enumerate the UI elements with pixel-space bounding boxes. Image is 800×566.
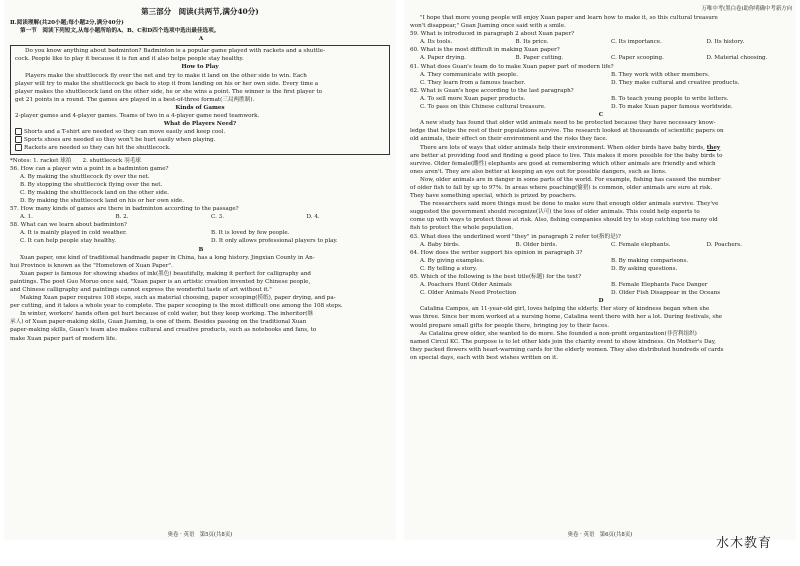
question-62: 62. What is Guan's hope according to the last paragraph?	[410, 87, 574, 94]
passage-line: They have something special, which is prized by poachers.	[410, 193, 577, 200]
passage-line: The researchers said more things must be done to make sure that enough older animals survive. They've	[420, 201, 719, 208]
passage-line: named Circul KC. The purpose is to let other kids join the charity event to show kindness. On Mother's Day,	[410, 338, 716, 345]
passage-line: won't disappear," Guan Jiaming once said with a smile.	[410, 23, 566, 30]
options-row: C. By telling a story. D. By asking questions.	[420, 265, 678, 272]
passage-b-label: B	[198, 246, 204, 253]
passage-line: paintings. The poet Guo Moruo once said, "Xuan paper is an artistic creation invented by Chinese people,	[10, 278, 311, 285]
part-subheading: 第一节 阅读下列短文,从每小题所给的A、B、C和D四个选项中选出最佳选项。	[20, 28, 220, 35]
options-row: A. Poachers Hunt Older Animals B. Female Elephants Face Danger	[420, 282, 708, 289]
passage-line: would prepare small gifts for people there, bringing joy to their faces.	[410, 322, 609, 329]
options-row: A. 1. B. 2. C. 3. D. 4.	[20, 214, 320, 221]
passage-d-label: D	[598, 298, 604, 305]
options-row: A. It is mainly played in cold weather. B. It is loved by few people.	[20, 230, 290, 237]
passage-line: player will try to make the shuttlecock go back to stop it from landing on his or her own side. Every time a	[15, 80, 319, 87]
box-subheading: Kinds of Games	[175, 104, 225, 111]
page-footer: 奥卷 · 英语 第5页(共8页)	[167, 532, 233, 538]
options-row: A. Paper drying. B. Paper cutting. C. Paper scooping. D. Material choosing.	[420, 55, 768, 62]
passage-line: old animals, their effect on their environment and the risks they face.	[410, 136, 608, 143]
passage-line: make Xuan paper part of modern life.	[10, 335, 117, 342]
options-row: A. They communicate with people. B. They work with other members.	[420, 71, 710, 78]
options-row: C. It can help people stay healthy. D. It only allows professional players to play.	[20, 238, 338, 245]
passage-line: Rackets are needed so they can hit the shuttlecock.	[15, 144, 385, 152]
passage-line: get 21 points in a round. The games are played in a best-of-three format(三局两胜制).	[15, 96, 255, 103]
notes: *Notes: 1. racket 球拍 2. shuttlecock 羽毛球	[10, 157, 141, 164]
question-59: 59. What is introduced in paragraph 2 about Xuan paper?	[410, 31, 575, 38]
passage-line: Xuan paper is famous for showing shades of ink(墨色) beautifully, making it perfect for calligraphy and	[20, 270, 312, 277]
passage-line: was three. Since her mom worked at a nursing home, Catalina went there with her a lot. During festivals, she	[410, 314, 723, 321]
options-row: C. They learn from a famous teacher. D. They make cultural and creative products.	[420, 79, 740, 86]
passage-c-label: C	[598, 112, 604, 119]
passage-line: Now, older animals are in danger in some parts of the world. For example, fishing has caused the number	[420, 176, 721, 183]
section-title: 第三部分 阅读(共两节,满分40分)	[141, 7, 259, 16]
left-page	[4, 0, 396, 540]
passage-line: Sports shoes are needed so they won't be hurt easily when playing.	[15, 136, 385, 144]
passage-line: suggested the government should recognize(认可) the loss of older animals. This could help experts to	[410, 209, 700, 216]
passage-a-box	[10, 45, 390, 154]
question-58: 58. What can we learn about badminton?	[10, 222, 127, 229]
option: A. By making the shuttlecock fly over the net.	[20, 173, 150, 180]
options-row: A. By giving examples. B. By making comparisons.	[420, 257, 689, 264]
question-64: 64. How does the writer support his opinion in paragraph 3?	[410, 249, 583, 256]
passage-line: paper-making skills, Guan's team also makes cultural and creative products, such as notebooks and fans, to	[10, 327, 317, 334]
passage-line: 2-player games and 4-player games. Teams of two in a 4-player game need teamwork.	[15, 113, 260, 120]
passage-line: of older fish to fall by up to 97%. In areas where poaching(偷猎) is common, older animals are sure at risk.	[410, 184, 712, 191]
passage-line: There are lots of ways that older animals help their environment. When older birds have baby birds, they	[420, 144, 721, 151]
passage-line: A new study has found that older wild animals need to be protected because they have necessary know-	[420, 120, 716, 127]
options-row: A. To sell more Xuan paper products. B. To teach young people to write letters.	[420, 95, 729, 102]
passage-line: Players make the shuttlecock fly over the net and try to make it land on the other side to win. Each	[25, 72, 307, 79]
passage-line: Making Xuan paper requires 108 steps, such as material choosing, paper scooping(捞纸), paper drying, and pa-	[20, 295, 336, 302]
right-page	[404, 0, 796, 540]
options-row: C. Older Animals Need Protection D. Older Fish Disappear in the Oceans	[420, 290, 721, 297]
question-60: 60. What is the most difficult in making Xuan paper?	[410, 47, 560, 54]
box-subheading: How to Play	[181, 64, 219, 71]
question-56: 56. How can a player win a point in a badminton game?	[10, 165, 169, 172]
options-row: A. Baby birds. B. Older birds. C. Female elephants. D. Poachers.	[420, 241, 742, 248]
shoe-icon	[15, 136, 22, 143]
question-63: 63. What does the underlined word "they" in paragraph 2 refer to(指的是)?	[410, 233, 621, 240]
underlined-word: they	[706, 144, 721, 151]
passage-line: they packed flowers with heart-warming cards for the elderly women. They also distributed hundreds of cards	[410, 346, 724, 353]
page-footer: 奥卷 · 英语 第6页(共8页)	[567, 532, 633, 538]
option: C. By making the shuttlecock land on the other side.	[20, 189, 169, 196]
passage-line: As Catalina grew older, she wanted to do more. She founded a non-profit organization(非营利组织)	[420, 330, 697, 337]
question-57: 57. How many kinds of games are there in badminton according to the passage?	[10, 206, 239, 213]
tshirt-icon	[15, 128, 22, 135]
passage-line: "I hope that more young people will enjoy Xuan paper and learn how to make it, so this cultural treasure	[420, 15, 718, 21]
passage-line: player makes the shuttlecock land on the other side, he or she wins a point. The winner is the first player to	[15, 88, 322, 95]
passage-line: ledge that helps the rest of their populations survive. The research looked at thousands of scientific papers on	[410, 128, 724, 135]
passage-line: fish to protect the whole population.	[410, 225, 514, 232]
racket-icon	[15, 144, 22, 151]
passage-line: Catalina Campos, an 11-year-old girl, loves helping the elderly. Her story of kindness began when she	[420, 306, 710, 313]
passage-line: per cutting, and it takes a whole year to complete. The paper scooping is the most difficult one among the 108 steps.	[10, 303, 343, 310]
option: B. By stopping the shuttlecock flying over the net.	[20, 181, 163, 188]
part-heading: Ⅱ.阅读理解(共20小题;每小题2分,满分40分)	[10, 20, 124, 26]
passage-line: Xuan paper, one kind of traditional handmade paper in China, has a long history. Jingxian County in An-	[20, 254, 315, 261]
passage-line: cock. People like to play it because it is fun and it also helps people stay healthy.	[15, 56, 244, 63]
passage-line: Shorts and a T-shirt are needed so they can move easily and keep cool.	[15, 128, 385, 136]
passage-line: ones aren't. They are also better at keeping an eye out for possible dangers, such as lions.	[410, 168, 667, 175]
options-row: C. To pass on this Chinese cultural treasure. D. To make Xuan paper famous worldwide.	[420, 104, 733, 111]
series-banner: 万唯中考(黑白卷)助你明确中考新方向	[701, 6, 792, 12]
option: D. By making the shuttlecock land on his or her own side.	[20, 197, 185, 204]
passage-line: hui Province is known as the "Hometown of Xuan Paper".	[10, 262, 173, 269]
passage-line: are better at providing food and finding a good place to live. This makes it more possible for the baby birds to	[410, 152, 723, 159]
passage-line: survive. Older female(雌性) elephants are good at remembering which other animals are friendly and which	[410, 160, 716, 167]
passage-line: 承人) of Xuan paper-making skills, Guan Jiaming, is one of them. Besides passing on the traditional Xuan	[10, 319, 307, 326]
passage-line: In winter, workers' hands often get hurt because of cold water, but they keep working. The inheritor(继	[20, 311, 314, 318]
question-61: 61. What does Guan's team do to make Xuan paper part of modern life?	[410, 63, 614, 70]
box-subheading: What do Players Need?	[163, 121, 237, 128]
options-row: A. Its tools. B. Its price. C. Its importance. D. Its history.	[420, 39, 745, 46]
passage-line: on special days, each with best wishes written on it.	[410, 354, 558, 361]
passage-line: and Chinese calligraphy and paintings cannot express the wonderful taste of art without it."	[10, 287, 272, 293]
passage-a-label: A	[198, 36, 204, 43]
watermark: 水木教育	[715, 536, 772, 551]
passage-line: Do you know anything about badminton? Badminton is a popular game played with rackets and a shuttle-	[25, 48, 325, 55]
passage-line: come up with ways to protect those at risk. Also, fishing companies should try to stop catching too many old	[410, 217, 718, 224]
question-65: 65. Which of the following is the best title(标题) for the text?	[410, 274, 582, 280]
